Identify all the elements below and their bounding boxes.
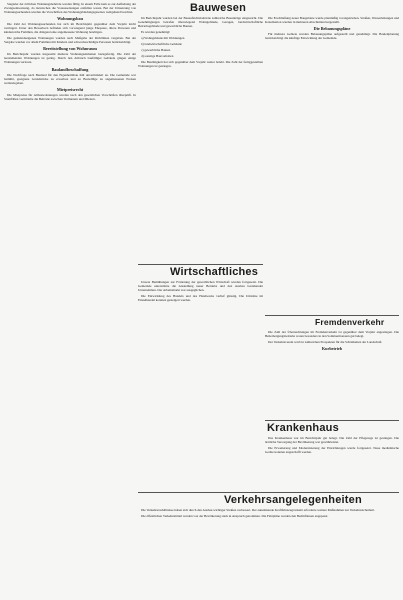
list-item: c) gewerbliche Bauten xyxy=(141,48,171,53)
subheading: Baulandbeschaffung xyxy=(51,66,89,72)
paragraph: Für mehrere Gebiete wurden Bebauungspläne aufgestellt und genehmigt. Die Bauleitplanung berücksichtigt die künftige Entwicklung der Gemeinde. xyxy=(265,32,399,41)
column-left xyxy=(4,2,136,598)
subheading: Die Bebauungspläne xyxy=(313,26,351,32)
section-divider xyxy=(138,264,263,265)
column-right xyxy=(265,16,399,42)
list-item: a) Wohngebäude mit Wohnungen xyxy=(141,36,185,41)
paragraph: Die Verkehrsverhältnisse haben sich durch den Ausbau wichtiger Straßen verbessert. Der zunehmende Kraftfahrzeugverkehr erforderte weitere Maßnahmen zur Verkehrssicherheit. xyxy=(141,508,375,512)
subheading: Mietpreisrecht xyxy=(56,86,84,92)
paragraph: Die öffentlichen Verkehrsmittel wurden von der Bevölkerung stark in Anspruch genommen. Die Fahrpläne wurden den Bedürfnissen angepasst. xyxy=(141,514,329,519)
list-item: d) sonstige Bauvorhaben xyxy=(141,54,174,59)
paragraph: Der Verkehrsverein warb in zahlreichen Prospekten für die Schönheiten der Landschaft. xyxy=(268,340,383,345)
section-divider xyxy=(138,492,399,493)
paragraph: Die Entwicklung des Handels und des Handwerks verlief günstig. Die Umsätze im Einzelhandel konnten gesteigert werden. xyxy=(138,294,263,303)
section-heading-wirtschaftliches: Wirtschaftliches xyxy=(170,266,259,278)
verkehr-section xyxy=(138,508,399,520)
paragraph: Die gemeindeeigenen Wohnungen wurden nach Maßgabe der Richtlinien vergeben. Bei der Vergabe wurden vor allem Familien mit Kindern und schwerbeschädigte Personen berücksichtigt. xyxy=(4,36,136,45)
paragraph: Die Zahl der Übernachtungen im Fremdenverkehr ist gegenüber dem Vorjahr angestiegen. Die Beherbergungsbetriebe waren besonders in den Sommermonaten gut belegt. xyxy=(265,330,399,339)
column-middle xyxy=(138,16,263,70)
column-right-krankenhaus xyxy=(265,436,399,456)
subheading: Wohnungsbau xyxy=(57,16,83,22)
paragraph: Siegtaler der örtlichen Wohnungsbehörde werden fällig. In einem Falle kam es zur Aufhebung der Zwangseinweisung, da inzwischen die Voraussetzungen entfallen waren. Bei der Umsetzung von Wohnungsuchenden wurden die Vorschriften des Wohnungsbindungsgesetzes weitgehend beachtet. xyxy=(4,2,136,15)
paragraph: Die Erschließung neuer Baugebiete wurde planmäßig vorangetrieben. Straßen, Wasserleitungen und Kanalisation wurden in mehreren Abschnitten hergestellt. xyxy=(265,16,399,25)
section-heading-krankenhaus: Krankenhaus xyxy=(267,422,339,434)
column-right-fremdenverkehr xyxy=(265,330,399,352)
paragraph: Die Mietpreise für Altbauwohnungen wurden nach den gesetzlichen Vorschriften überprüft. In Streitfällen vermittelte die Behörde zwischen Vermietern und Mietern. xyxy=(4,92,136,101)
paragraph: Die Zahl der Wohnungssuchenden hat sich im Berichtsjahr gegenüber dem Vorjahr leicht verringert. Unter den Bewerbern befinden sich vorwiegend junge Ehepaare, ältere Personen und kinderreiche Familien, die dringend eine angemessene Wohnung benötigen. xyxy=(4,22,136,35)
paragraph: Die Bautätigkeit hat sich gegenüber dem Vorjahr weiter belebt. Die Zahl der fertiggestellten Wohnungen ist gestiegen. xyxy=(138,60,263,69)
section-heading-verkehrsangelegenheiten: Verkehrsangelegenheiten xyxy=(224,494,362,506)
section-heading-fremdenverkehr: Fremdenverkehr xyxy=(315,317,385,327)
list-title: Es wurden genehmigt: xyxy=(141,30,171,35)
paragraph: Im Berichtsjahr wurden insgesamt mehrere Wohnungseinheiten bezugsfertig. Die Zahl der leerstehenden Wohnungen ist gering. Durch den Abbruch baufälliger Gebäude gingen einige Wohnungen verloren. xyxy=(4,52,136,65)
paragraph: Das Krankenhaus war im Berichtsjahr gut belegt. Die Zahl der Pflegetage ist gestiegen. Die ärztliche Versorgung der Bevölkerung war gewährleistet. xyxy=(265,436,399,445)
paragraph: Im Berichtsjahr wurden bei der Bauaufsichtsbehörde zahlreiche Bauanträge eingereicht. Die Genehmigungen betrafen überwiegend Wohngebäude, Garagen, landwirtschaftliche Betriebsgebäude und gewerbliche Bauten. xyxy=(138,16,263,29)
column-middle-wirtschaft xyxy=(138,280,263,304)
section-divider xyxy=(265,420,399,421)
paragraph: Unsere Bemühungen zur Förderung der gewerblichen Wirtschaft wurden fortgesetzt. Die Gemeinde unterstützte die Ansiedlung neuer Betriebe und den Ausbau bestehender Unternehmen. Der Arbeitsmarkt war ausgeglichen. xyxy=(138,280,263,293)
subheading: Kurbetrieb xyxy=(321,346,343,352)
list-item: b) landwirtschaftliche Gebäude xyxy=(141,42,182,47)
section-heading-bauwesen: Bauwesen xyxy=(190,2,247,14)
paragraph: Die Erweiterung und Modernisierung der Einrichtungen wurde fortgesetzt. Neue medizinische Geräte konnten angeschafft werden. xyxy=(265,446,399,455)
subheading: Bereitstellung von Wohnraum xyxy=(43,46,97,52)
paragraph: Die Nachfrage nach Bauland für den Eigenheimbau hält unvermindert an. Die Gemeinde war bemüht, geeignete Grundstücke zu erwerben und an Bauwillige zu angemessenen Preisen weiterzugeben. xyxy=(4,72,136,85)
section-divider xyxy=(265,315,399,316)
